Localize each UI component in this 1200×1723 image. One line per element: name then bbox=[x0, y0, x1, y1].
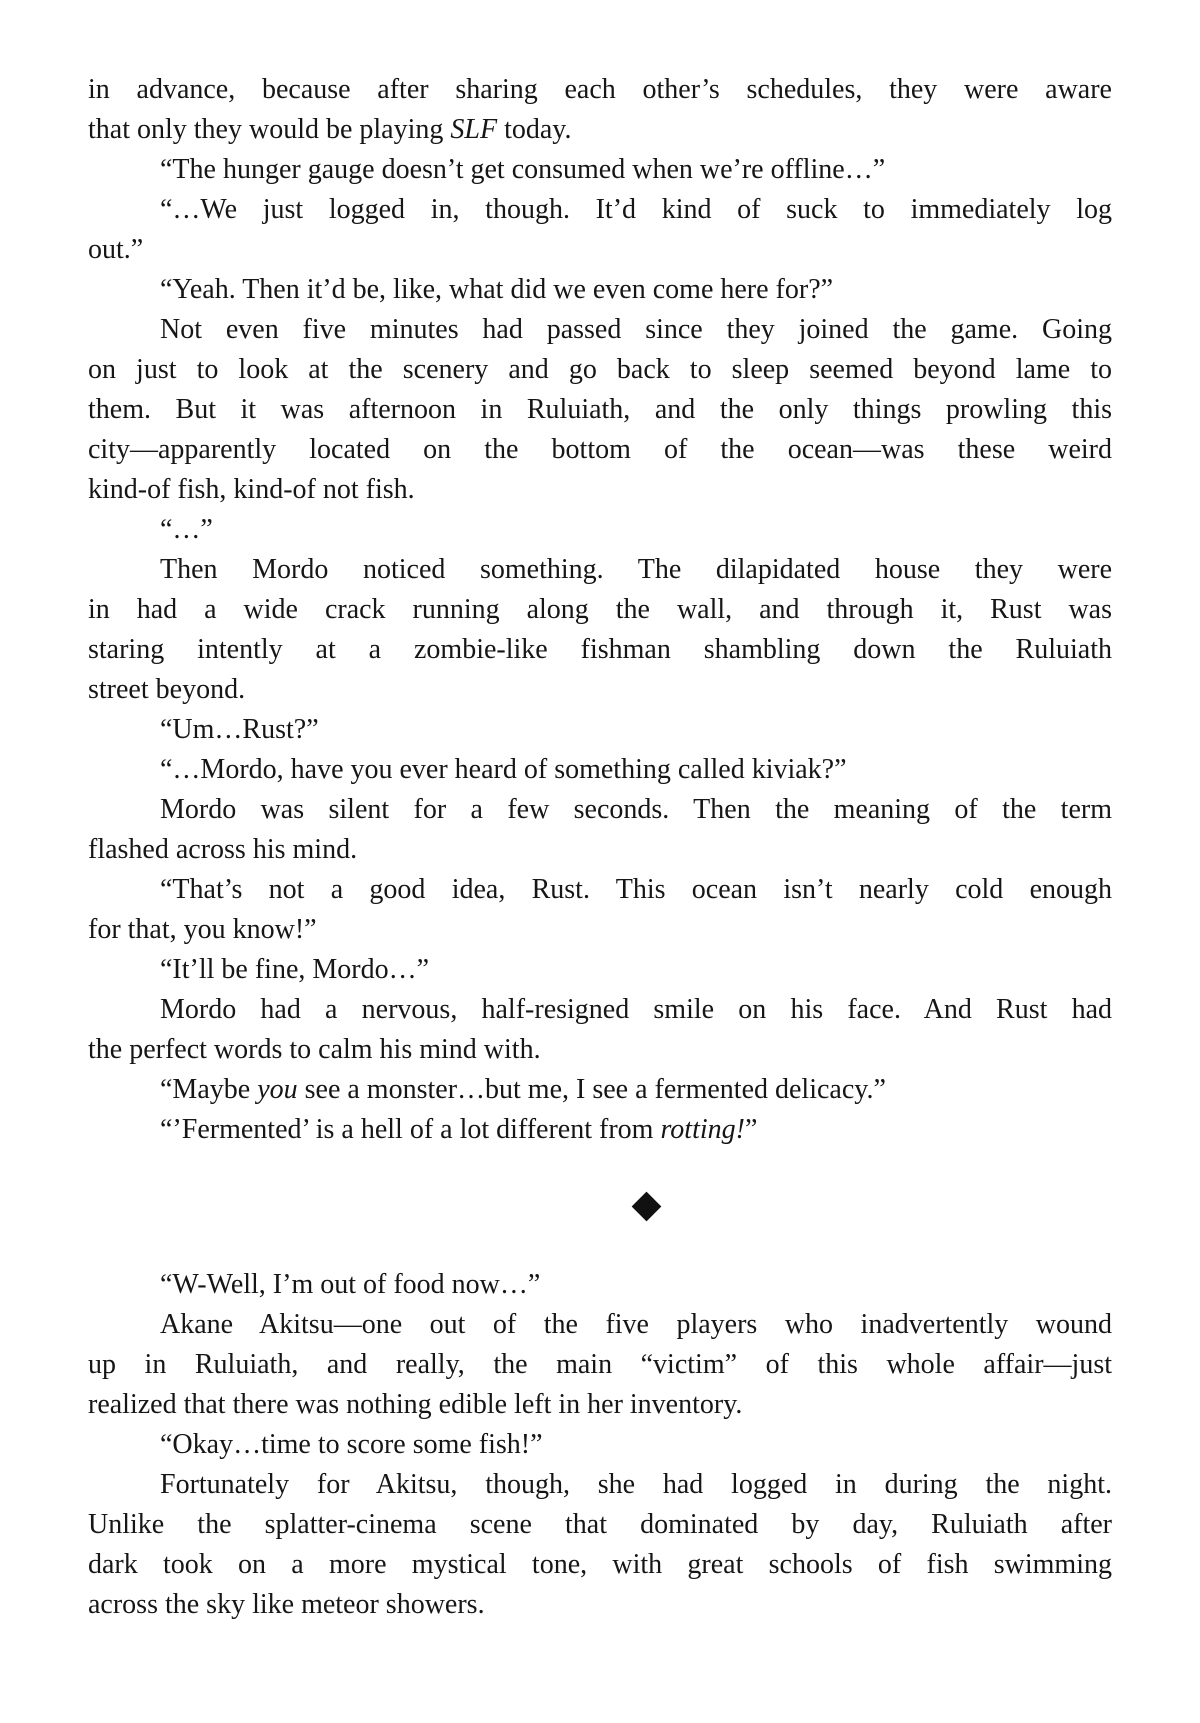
text-line bbox=[88, 1505, 1112, 1545]
text-line bbox=[88, 510, 1112, 550]
text-line bbox=[88, 630, 1112, 670]
text-segment: “…Mordo, have you ever heard of something called kiviak?” bbox=[160, 754, 847, 785]
text-line bbox=[88, 1110, 1112, 1150]
text-line bbox=[88, 950, 1112, 990]
text-segment: flashed across his mind. bbox=[88, 834, 358, 865]
text-line bbox=[88, 1425, 1112, 1465]
text-line bbox=[88, 1070, 1112, 1110]
text-segment: Akane Akitsu—one out of the five players who inadvertently wound bbox=[160, 1309, 1112, 1340]
text-segment: city—apparently located on the bottom of the ocean—was these weird bbox=[88, 434, 1112, 465]
text-line bbox=[88, 1030, 1112, 1070]
text-segment: “…” bbox=[160, 514, 213, 545]
text-line bbox=[88, 710, 1112, 750]
text-line bbox=[88, 750, 1112, 790]
text-segment: across the sky like meteor showers. bbox=[88, 1589, 485, 1620]
text-line bbox=[88, 910, 1112, 950]
text-segment: “…We just logged in, though. It’d kind of suck to immediately log bbox=[160, 194, 1112, 225]
text-segment: “It’ll be fine, Mordo…” bbox=[160, 954, 430, 985]
text-line bbox=[88, 1465, 1112, 1505]
text-segment: the perfect words to calm his mind with. bbox=[88, 1034, 541, 1065]
text-segment: them. But it was afternoon in Ruluiath, and the only things prowling this bbox=[88, 394, 1112, 425]
text-segment-italic: SLF bbox=[450, 114, 498, 145]
text-segment-italic: you bbox=[257, 1074, 298, 1105]
text-segment: on just to look at the scenery and go back to sleep seemed beyond lame to bbox=[88, 354, 1112, 385]
text-line bbox=[88, 670, 1112, 710]
text-segment: street beyond. bbox=[88, 674, 246, 705]
text-segment: ” bbox=[744, 1114, 758, 1145]
text-line bbox=[88, 1265, 1112, 1305]
section-divider bbox=[88, 1150, 1112, 1265]
text-segment: “Maybe bbox=[160, 1074, 258, 1105]
text-segment: Mordo was silent for a few seconds. Then the meaning of the term bbox=[160, 794, 1112, 825]
text-segment: “’Fermented’ is a hell of a lot different from bbox=[160, 1114, 661, 1145]
diamond-icon bbox=[632, 1192, 662, 1222]
text-segment: kind-of fish, kind-of not fish. bbox=[88, 474, 415, 505]
text-line bbox=[88, 350, 1112, 390]
text-segment: Unlike the splatter-cinema scene that dominated by day, Ruluiath after bbox=[88, 1509, 1112, 1540]
text-segment: see a monster…but me, I see a fermented delicacy.” bbox=[297, 1074, 886, 1105]
text-line bbox=[88, 430, 1112, 470]
text-line bbox=[88, 1545, 1112, 1585]
text-line bbox=[88, 1305, 1112, 1345]
text-line bbox=[88, 230, 1112, 270]
text-segment: “That’s not a good idea, Rust. This ocean isn’t nearly cold enough bbox=[160, 874, 1112, 905]
text-line bbox=[88, 150, 1112, 190]
text-segment: “Okay…time to score some fish!” bbox=[160, 1429, 543, 1460]
text-segment: up in Ruluiath, and really, the main “victim” of this whole affair—just bbox=[88, 1349, 1112, 1380]
text-line bbox=[88, 390, 1112, 430]
text-segment: “Yeah. Then it’d be, like, what did we even come here for?” bbox=[160, 274, 834, 305]
page-text-content bbox=[88, 70, 1112, 1625]
text-segment: Then Mordo noticed something. The dilapidated house they were bbox=[160, 554, 1112, 585]
text-line bbox=[88, 470, 1112, 510]
text-segment: that only they would be playing bbox=[88, 114, 451, 145]
text-segment: realized that there was nothing edible left in her inventory. bbox=[88, 1389, 743, 1420]
text-line bbox=[88, 870, 1112, 910]
text-line bbox=[88, 310, 1112, 350]
text-segment: in had a wide crack running along the wall, and through it, Rust was bbox=[88, 594, 1112, 625]
text-line bbox=[88, 1345, 1112, 1385]
text-segment: Mordo had a nervous, half-resigned smile on his face. And Rust had bbox=[160, 994, 1112, 1025]
text-line bbox=[88, 550, 1112, 590]
text-segment: for that, you know!” bbox=[88, 914, 317, 945]
text-line bbox=[88, 70, 1112, 110]
text-line bbox=[88, 990, 1112, 1030]
text-segment: “W-Well, I’m out of food now…” bbox=[160, 1269, 541, 1300]
text-segment: dark took on a more mystical tone, with great schools of fish swimming bbox=[88, 1549, 1112, 1580]
text-line bbox=[88, 190, 1112, 230]
text-segment: “The hunger gauge doesn’t get consumed when we’re offline…” bbox=[160, 154, 886, 185]
text-segment: “Um…Rust?” bbox=[160, 714, 319, 745]
text-line bbox=[88, 830, 1112, 870]
text-segment: today. bbox=[497, 114, 572, 145]
text-line bbox=[88, 110, 1112, 150]
text-segment: staring intently at a zombie-like fishman shambling down the Ruluiath bbox=[88, 634, 1112, 665]
text-line bbox=[88, 1385, 1112, 1425]
text-segment: in advance, because after sharing each other’s schedules, they were aware bbox=[88, 74, 1112, 105]
text-segment: Not even five minutes had passed since they joined the game. Going bbox=[160, 314, 1112, 345]
text-line bbox=[88, 790, 1112, 830]
text-segment: Fortunately for Akitsu, though, she had logged in during the night. bbox=[160, 1469, 1112, 1500]
text-segment: out.” bbox=[88, 234, 144, 265]
text-line bbox=[88, 590, 1112, 630]
text-line bbox=[88, 1585, 1112, 1625]
text-segment-italic: rotting! bbox=[660, 1114, 745, 1145]
text-line bbox=[88, 270, 1112, 310]
